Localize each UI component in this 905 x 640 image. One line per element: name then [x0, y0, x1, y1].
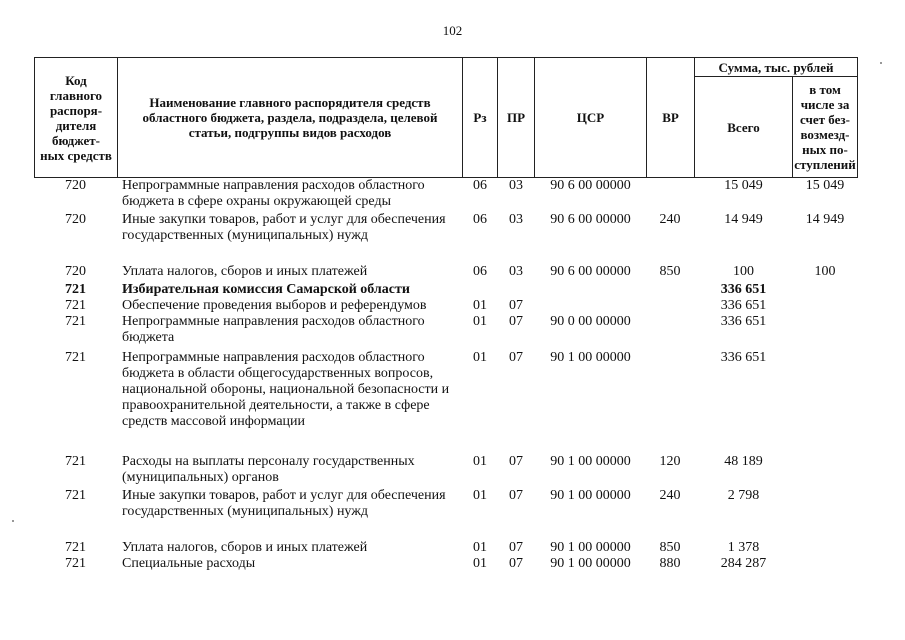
row-code: 721 — [65, 282, 86, 297]
row-rz: 01 — [473, 488, 487, 503]
row-csr: 90 1 00 00000 — [550, 488, 631, 503]
row-gratis: 14 949 — [805, 212, 845, 227]
row-name: Избирательная комиссия Самарской области — [122, 282, 410, 297]
row-rz: 06 — [473, 212, 487, 227]
row-name: Расходы на выплаты персоналу государственных (муниципальных) органов — [122, 454, 415, 485]
row-vr: 850 — [659, 264, 681, 279]
row-pr: 07 — [509, 556, 523, 571]
header-csr: ЦСР — [576, 110, 605, 125]
row-vr: 880 — [659, 556, 681, 571]
page-number: 102 — [442, 23, 463, 38]
row-csr: 90 1 00 00000 — [550, 540, 631, 555]
row-csr: 90 1 00 00000 — [550, 350, 631, 365]
header-rz: Рз — [473, 110, 487, 125]
row-pr: 07 — [509, 350, 523, 365]
row-pr: 07 — [509, 540, 523, 555]
row-rz: 01 — [473, 350, 487, 365]
row-name: Уплата налогов, сборов и иных платежей — [122, 540, 368, 555]
row-vr: 850 — [659, 540, 681, 555]
row-rz: 01 — [473, 556, 487, 571]
header-gratis: в том числе за счет без-возмезд-ных по-ступлений — [794, 82, 856, 172]
row-vr: 240 — [659, 212, 681, 227]
row-pr: 07 — [509, 454, 523, 469]
header-vr: ВР — [662, 110, 679, 125]
header-vline — [792, 76, 793, 178]
row-rz: 01 — [473, 540, 487, 555]
row-name: Уплата налогов, сборов и иных платежей — [122, 264, 368, 279]
row-total: 336 651 — [720, 314, 767, 329]
header-sum-rule — [694, 76, 858, 77]
row-rz: 01 — [473, 314, 487, 329]
row-code: 721 — [65, 488, 86, 503]
header-sum-group: Сумма, тыс. рублей — [718, 59, 834, 75]
row-rz: 01 — [473, 454, 487, 469]
header-name: Наименование главного распорядителя средств областного бюджета, раздела, подраздела, целевой статьи, подгруппы видов расходов — [142, 95, 438, 140]
row-csr: 90 6 00 00000 — [550, 212, 631, 227]
row-code: 721 — [65, 540, 86, 555]
row-total: 48 189 — [724, 454, 763, 469]
row-total: 336 651 — [720, 298, 767, 313]
header-vline — [117, 57, 118, 178]
header-pr: ПР — [506, 110, 526, 125]
row-pr: 07 — [509, 314, 523, 329]
row-code: 721 — [65, 314, 86, 329]
row-vr: 120 — [659, 454, 681, 469]
row-code: 720 — [65, 178, 86, 193]
row-total: 1 378 — [727, 540, 760, 555]
row-csr: 90 1 00 00000 — [550, 556, 631, 571]
row-name: Иные закупки товаров, работ и услуг для обеспечения государственных (муниципальных) нужд — [122, 212, 446, 243]
header-code: Код главного распоря-дителя бюджет-ных средств — [40, 72, 112, 163]
row-code: 720 — [65, 212, 86, 227]
row-name: Непрограммные направления расходов областного бюджета в области общегосударственных вопросов, национальной обороны, национальной безопасности и правоохранительной деятельности, а также в сфере средств массовой информации — [122, 350, 450, 429]
row-pr: 07 — [509, 298, 523, 313]
row-csr: 90 1 00 00000 — [550, 454, 631, 469]
table-header — [34, 57, 858, 178]
row-rz: 01 — [473, 298, 487, 313]
header-vline — [857, 57, 858, 178]
row-gratis: 100 — [814, 264, 836, 279]
row-pr: 03 — [509, 264, 523, 279]
row-pr: 03 — [509, 178, 523, 193]
row-name: Непрограммные направления расходов областного бюджета — [122, 314, 425, 345]
row-total: 15 049 — [724, 178, 763, 193]
row-csr: 90 0 00 00000 — [550, 314, 631, 329]
row-name: Непрограммные направления расходов областного бюджета в сфере охраны окружающей среды — [122, 178, 425, 209]
row-code: 721 — [65, 556, 86, 571]
row-total: 336 651 — [720, 350, 767, 365]
scan-speck — [12, 520, 14, 522]
row-total: 284 287 — [720, 556, 767, 571]
row-total: 336 651 — [720, 282, 767, 297]
header-total: Всего — [727, 119, 760, 135]
row-name: Обеспечение проведения выборов и референдумов — [122, 298, 427, 313]
row-code: 721 — [65, 454, 86, 469]
header-vline — [34, 57, 35, 178]
row-csr: 90 6 00 00000 — [550, 178, 631, 193]
scan-speck — [880, 62, 882, 64]
row-pr: 07 — [509, 488, 523, 503]
row-csr: 90 6 00 00000 — [550, 264, 631, 279]
row-code: 721 — [65, 298, 86, 313]
row-total: 2 798 — [727, 488, 760, 503]
row-vr: 240 — [659, 488, 681, 503]
row-pr: 03 — [509, 212, 523, 227]
row-rz: 06 — [473, 178, 487, 193]
row-rz: 06 — [473, 264, 487, 279]
row-name: Иные закупки товаров, работ и услуг для обеспечения государственных (муниципальных) нужд — [122, 488, 446, 519]
row-name: Специальные расходы — [122, 556, 256, 571]
row-code: 721 — [65, 350, 86, 365]
row-code: 720 — [65, 264, 86, 279]
row-gratis: 15 049 — [805, 178, 845, 193]
row-total: 14 949 — [724, 212, 763, 227]
row-total: 100 — [733, 264, 754, 279]
